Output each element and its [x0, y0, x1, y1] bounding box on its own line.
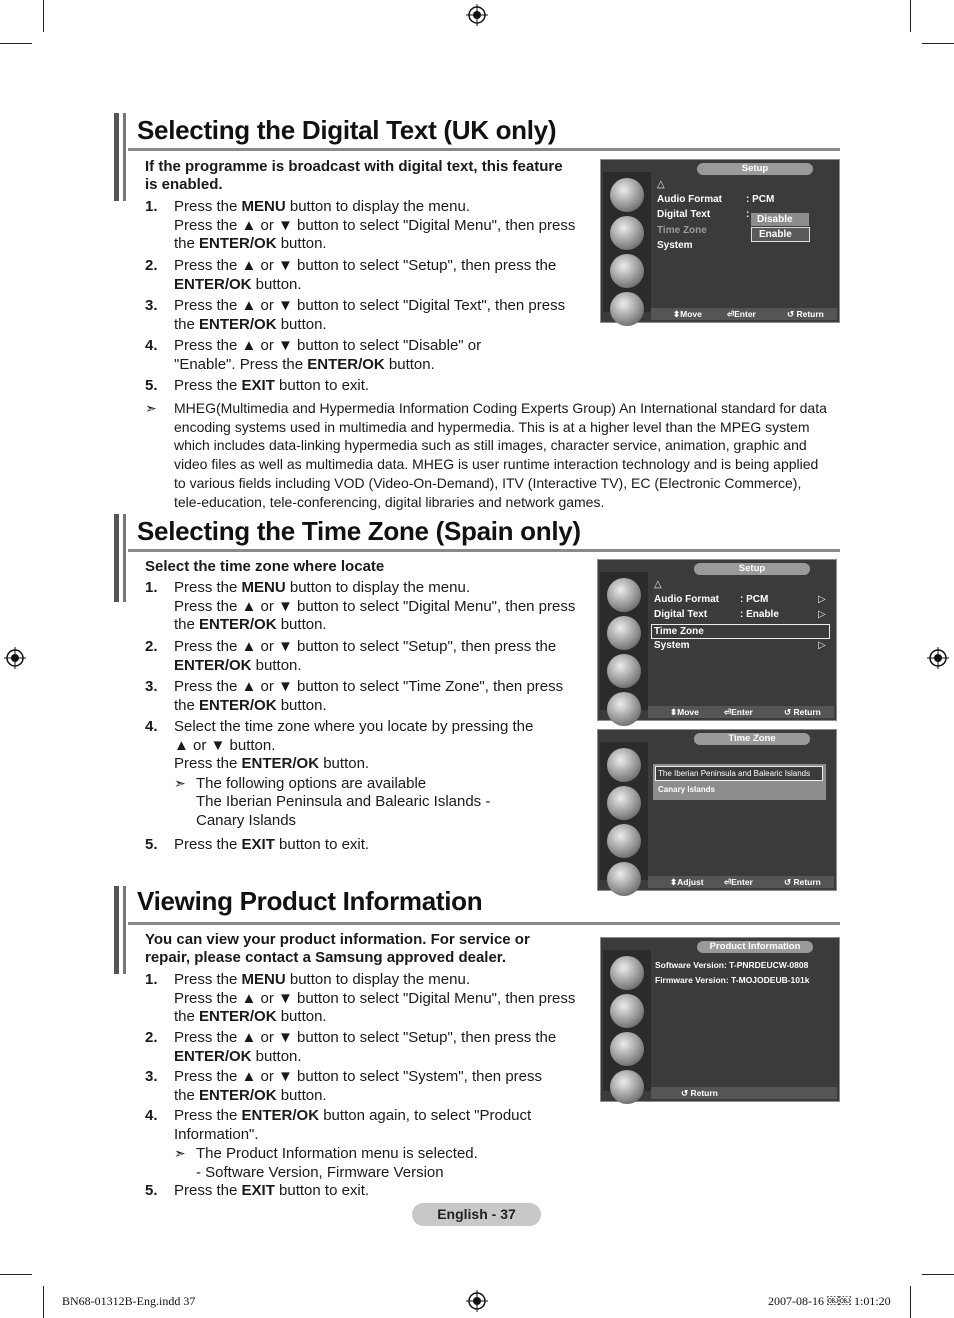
section-bar — [123, 514, 126, 602]
step-line — [174, 678, 563, 697]
step-text-run: button again, to select "Product — [319, 1107, 532, 1124]
note-arrow-icon: ➣ — [174, 1145, 186, 1161]
input-menu-icon — [607, 862, 641, 896]
step-line — [174, 774, 533, 794]
step-text-run: button to display the menu. — [285, 971, 470, 988]
step-text-run: the — [174, 235, 200, 252]
step-number: 1. — [145, 579, 158, 596]
step-text — [174, 1182, 369, 1201]
step-line — [174, 638, 556, 657]
picture-menu-icon — [607, 748, 641, 782]
step-number: 4. — [145, 337, 158, 354]
step-number: 2. — [145, 257, 158, 274]
submenu-arrow-icon: ▷ — [818, 594, 826, 605]
crop-mark — [922, 43, 954, 44]
step-number: 4. — [145, 718, 158, 735]
screen-title: Setup — [697, 163, 813, 175]
step-line — [174, 598, 575, 617]
step-line — [174, 316, 565, 335]
sound-menu-icon — [610, 216, 644, 250]
step-number: 1. — [145, 198, 158, 215]
section-bar — [123, 886, 126, 974]
step-text-run: button. — [276, 1008, 327, 1025]
screen-title: Time Zone — [694, 733, 810, 745]
step-line — [174, 737, 533, 756]
step-text-run: EXIT — [241, 377, 275, 394]
osd-row-label: System — [657, 240, 693, 251]
step-text-run: Press the — [174, 377, 242, 394]
step-text-run: ENTER/OK — [174, 275, 252, 293]
footer-return: ↺ Return — [784, 707, 821, 717]
step-line — [174, 812, 533, 831]
section-title: Selecting the Time Zone (Spain only) — [137, 516, 581, 546]
step-text-run: Press the ▲ or ▼ button to select "Time Zone", then press — [174, 678, 564, 695]
step-line — [174, 1029, 556, 1048]
registration-mark-icon — [4, 647, 26, 669]
step-text — [174, 971, 575, 1027]
screen-title: Setup — [694, 563, 810, 575]
note-line: video files as well as multimedia data. MHEG is user runtime interaction technology and is being applied — [174, 456, 819, 473]
section-rule — [128, 549, 840, 552]
registration-mark-icon — [466, 1290, 488, 1312]
crop-mark — [910, 1286, 911, 1318]
footer-adjust: ⬍Adjust — [670, 877, 704, 887]
option-disable[interactable]: Disable — [751, 213, 809, 226]
step-text-run: button. — [319, 755, 370, 772]
osd-row-label: System — [654, 640, 690, 651]
footer-move: ⬍Move — [670, 707, 699, 717]
step-text — [174, 1068, 542, 1105]
step-text-run: Press the ▲ or ▼ button to select "Digital Menu", then press — [174, 597, 576, 615]
osd-row-label: Digital Text — [654, 609, 708, 620]
step-text-run: Press the ▲ or ▼ button to select "Digital Menu", then press — [174, 216, 576, 234]
step-line — [174, 1068, 542, 1087]
step-text-run: Press the — [174, 579, 242, 596]
step-line — [174, 257, 556, 276]
intro-line: is enabled. — [145, 176, 223, 193]
osd-row-label: Audio Format — [654, 594, 719, 605]
step-text-run: Canary Islands — [196, 811, 297, 829]
step-text-run: Select the time zone where you locate by pressing the — [174, 718, 534, 735]
step-text-run: ENTER/OK — [199, 315, 277, 333]
option-enable[interactable]: Enable — [751, 227, 810, 242]
step-text-run: Press the ▲ or ▼ button to select "Setup", then press the — [174, 1029, 557, 1046]
section-title: Selecting the Digital Text (UK only) — [137, 115, 557, 145]
section-bar — [114, 886, 119, 974]
intro-line: You can view your product information. For service or — [145, 931, 530, 948]
section-title: Viewing Product Information — [137, 886, 483, 916]
osd-row-value: : — [746, 209, 750, 220]
step-text-run: ENTER/OK — [241, 755, 320, 772]
input-menu-icon — [610, 292, 644, 326]
step-text-run: Press the — [174, 198, 242, 215]
submenu-arrow-icon: ▷ — [818, 609, 826, 620]
footer-enter: ⏎Enter — [724, 707, 753, 717]
step-text — [174, 1107, 531, 1182]
step-text-run: Press the — [174, 836, 242, 853]
input-menu-icon — [607, 692, 641, 726]
note-line: to various fields including VOD (Video-On-Demand), ITV (Interactive TV), EC (Electronic Commerce), — [174, 474, 802, 491]
step-text-run: The following options are available — [196, 774, 427, 792]
print-slug-date: 2007-08-16 ￼￼ 1:01:20 — [768, 1294, 891, 1308]
step-line — [174, 990, 575, 1009]
step-line — [174, 616, 575, 635]
step-text — [174, 638, 556, 675]
crop-mark — [910, 0, 911, 32]
sound-menu-icon — [610, 994, 644, 1028]
step-line — [174, 1126, 531, 1145]
step-line — [174, 1087, 542, 1106]
osd-row-label: Time Zone — [657, 225, 707, 236]
option-canary[interactable]: Canary Islands — [658, 785, 715, 794]
tv-screen-product-info — [600, 937, 840, 1102]
step-number: 2. — [145, 1029, 158, 1046]
step-text-run: ENTER/OK — [241, 1107, 320, 1124]
note-body — [174, 399, 842, 511]
step-line — [174, 579, 575, 598]
setup-gear-icon — [607, 654, 641, 688]
note-line: tele-education, tele-conferencing, digital libraries and network games. — [174, 493, 605, 510]
section-intro — [145, 158, 563, 194]
osd-row-value: : Enable — [740, 609, 779, 620]
note-line: encoding systems used in multimedia and hypermedia. This is at a higher level than the MPEG system — [174, 418, 810, 435]
picture-menu-icon — [610, 178, 644, 212]
crop-mark — [0, 43, 32, 44]
step-line — [174, 793, 533, 812]
step-text-run: button. — [276, 696, 327, 714]
intro-line: repair, please contact a Samsung approved dealer. — [145, 949, 506, 966]
step-line — [174, 755, 533, 774]
step-text — [174, 836, 369, 855]
note-line: MHEG(Multimedia and Hypermedia Information Coding Experts Group) An International standard for data — [174, 400, 827, 416]
screen-footer — [648, 706, 834, 718]
step-line — [174, 297, 565, 316]
step-text-run: Press the ▲ or ▼ button to select "Disable" or — [174, 337, 482, 354]
step-text-run: ENTER/OK — [174, 656, 252, 674]
step-number: 4. — [145, 1107, 158, 1124]
option-iberian[interactable]: The Iberian Peninsula and Balearic Islands — [655, 766, 823, 781]
step-text — [174, 297, 565, 334]
screen-title: Product Information — [697, 941, 813, 953]
page-number: English - 37 — [412, 1203, 541, 1226]
step-text-run: button to display the menu. — [285, 198, 470, 215]
step-text-run: The Product Information menu is selected. — [196, 1145, 478, 1162]
step-text-run: Press the ▲ or ▼ button to select "Setup", then press the — [174, 638, 557, 655]
step-text-run: ENTER/OK — [174, 1047, 252, 1065]
setup-gear-icon — [607, 824, 641, 858]
step-text — [174, 337, 481, 374]
step-number: 5. — [145, 377, 158, 394]
menu-icon-column — [600, 742, 648, 880]
step-text-run: the — [174, 616, 200, 633]
step-text-run: Press the ▲ or ▼ button to select "Digital Menu", then press — [174, 989, 576, 1007]
osd-row-value: : PCM — [746, 194, 775, 205]
footer-return: ↺ Return — [787, 309, 824, 319]
step-text-run: The Iberian Peninsula and Balearic Islands - — [196, 793, 491, 810]
picture-menu-icon — [610, 956, 644, 990]
step-text-run: ENTER/OK — [307, 355, 385, 373]
step-text-run: ENTER/OK — [199, 235, 277, 252]
step-text-run: MENU — [241, 579, 286, 596]
step-line — [174, 971, 575, 990]
submenu-arrow-icon: ▷ — [818, 640, 826, 651]
step-line — [174, 1008, 575, 1027]
up-arrow-icon: △ — [654, 579, 662, 590]
footer-enter: ⏎Enter — [727, 309, 756, 319]
footer-move: ⬍Move — [673, 309, 702, 319]
step-text — [174, 377, 369, 396]
sound-menu-icon — [607, 616, 641, 650]
step-text-run: Press the ▲ or ▼ button to select "System", then press — [174, 1068, 542, 1085]
osd-row-label: Digital Text — [657, 209, 711, 220]
input-menu-icon — [610, 1070, 644, 1104]
intro-line: Select the time zone where locate — [145, 558, 385, 575]
step-text — [174, 1029, 556, 1066]
up-arrow-icon: △ — [657, 179, 665, 190]
picture-menu-icon — [607, 578, 641, 612]
step-text — [174, 257, 556, 294]
step-text-run: button. — [251, 656, 302, 674]
registration-mark-icon — [927, 647, 949, 669]
osd-row-label: Time Zone — [654, 626, 704, 637]
step-line — [174, 356, 481, 375]
footer-return: ↺ Return — [681, 1088, 718, 1098]
step-text-run: "Enable". Press the — [174, 355, 308, 373]
crop-mark — [43, 0, 44, 32]
step-text-run: EXIT — [241, 1182, 275, 1199]
step-text-run: button. — [276, 315, 327, 333]
step-text-run: Press the — [174, 755, 242, 772]
note-arrow-icon: ➣ — [145, 400, 157, 416]
step-text-run: the — [174, 1008, 200, 1025]
setup-gear-icon — [610, 254, 644, 288]
step-text-run: Press the ▲ or ▼ button to select "Digital Text", then press — [174, 297, 566, 314]
step-text-run: MENU — [241, 971, 286, 988]
step-line — [174, 276, 556, 295]
step-line — [174, 235, 575, 254]
setup-gear-icon — [610, 1032, 644, 1066]
section-intro — [145, 931, 530, 967]
section-bar — [114, 113, 119, 201]
step-line — [174, 718, 533, 737]
print-slug-file: BN68-01312B-Eng.indd 37 — [62, 1294, 196, 1308]
step-line — [174, 377, 369, 396]
step-number: 5. — [145, 836, 158, 853]
section-rule — [128, 922, 840, 925]
step-text-run: button to exit. — [274, 377, 370, 394]
menu-icon-column — [603, 172, 651, 312]
step-text-run: - Software Version, Firmware Version — [196, 1163, 444, 1181]
step-line — [174, 657, 556, 676]
step-text-run: the — [174, 315, 200, 333]
menu-icon-column — [603, 950, 651, 1091]
note-arrow-icon: ➣ — [174, 774, 186, 791]
step-text-run: button. — [251, 1047, 302, 1065]
step-line — [174, 1107, 531, 1126]
step-text-run: EXIT — [241, 836, 275, 853]
step-text-run: button to exit. — [274, 1182, 370, 1199]
step-line — [174, 217, 575, 236]
step-text-run: ENTER/OK — [199, 696, 277, 714]
section-bar — [114, 514, 119, 602]
osd-row-label: Audio Format — [657, 194, 722, 205]
step-text-run: Press the — [174, 971, 242, 988]
step-text — [174, 678, 563, 715]
step-text-run: button. — [251, 275, 302, 293]
screen-footer — [651, 1087, 837, 1099]
footer-enter: ⏎Enter — [724, 877, 753, 887]
step-text-run: Press the — [174, 1182, 242, 1199]
step-text-run: button. — [276, 616, 327, 633]
footer-return: ↺ Return — [784, 877, 821, 887]
step-text-run: button to exit. — [274, 836, 370, 853]
section-intro — [145, 558, 384, 576]
tv-screen-setup — [597, 559, 837, 721]
step-number: 3. — [145, 678, 158, 695]
step-line — [174, 836, 369, 855]
step-text-run: button. — [276, 235, 327, 252]
tv-screen-digital-text — [600, 159, 840, 323]
screen-footer — [651, 308, 837, 320]
step-text-run: Information". — [174, 1125, 259, 1143]
note-line: which includes data-linking hypermedia such as still images, character service, animation, graphic and — [174, 437, 807, 454]
step-number: 3. — [145, 1068, 158, 1085]
step-line — [174, 337, 481, 356]
sound-menu-icon — [607, 786, 641, 820]
step-number: 3. — [145, 297, 158, 314]
step-line — [174, 1144, 531, 1164]
tv-screen-time-zone — [597, 729, 837, 891]
osd-row-value: : PCM — [740, 594, 769, 605]
menu-icon-column — [600, 572, 648, 710]
step-number: 2. — [145, 638, 158, 655]
software-version: Software Version: T-PNRDEUCW-0808 — [655, 960, 809, 970]
crop-mark — [43, 1286, 44, 1318]
screen-footer — [648, 876, 834, 888]
step-text-run: MENU — [241, 198, 286, 215]
step-number: 1. — [145, 971, 158, 988]
registration-mark-icon — [466, 4, 488, 26]
step-number: 5. — [145, 1182, 158, 1199]
firmware-version: Firmware Version: T-MOJODEUB-101k — [655, 975, 810, 985]
step-text-run: ENTER/OK — [199, 616, 277, 633]
step-text-run: Press the — [174, 1107, 242, 1124]
crop-mark — [922, 1274, 954, 1275]
crop-mark — [0, 1274, 32, 1275]
step-text-run: ▲ or ▼ button. — [174, 736, 276, 754]
step-line — [174, 697, 563, 716]
step-line — [174, 1182, 369, 1201]
intro-line: If the programme is broadcast with digital text, this feature — [145, 158, 563, 175]
step-line — [174, 1164, 531, 1183]
section-bar — [123, 113, 126, 201]
step-text-run: the — [174, 1086, 200, 1104]
step-line — [174, 198, 575, 217]
step-text-run: ENTER/OK — [199, 1086, 277, 1104]
section-rule — [128, 148, 840, 151]
step-text — [174, 718, 533, 830]
step-line — [174, 1048, 556, 1067]
step-text — [174, 579, 575, 635]
step-text-run: Press the ▲ or ▼ button to select "Setup", then press the — [174, 257, 557, 274]
step-text-run: the — [174, 696, 200, 714]
step-text — [174, 198, 575, 254]
step-text-run: button. — [384, 355, 435, 373]
osd-row-time-zone[interactable] — [651, 624, 830, 639]
step-text-run: button to display the menu. — [285, 579, 470, 596]
step-text-run: button. — [276, 1086, 327, 1104]
step-text-run: ENTER/OK — [199, 1008, 277, 1025]
